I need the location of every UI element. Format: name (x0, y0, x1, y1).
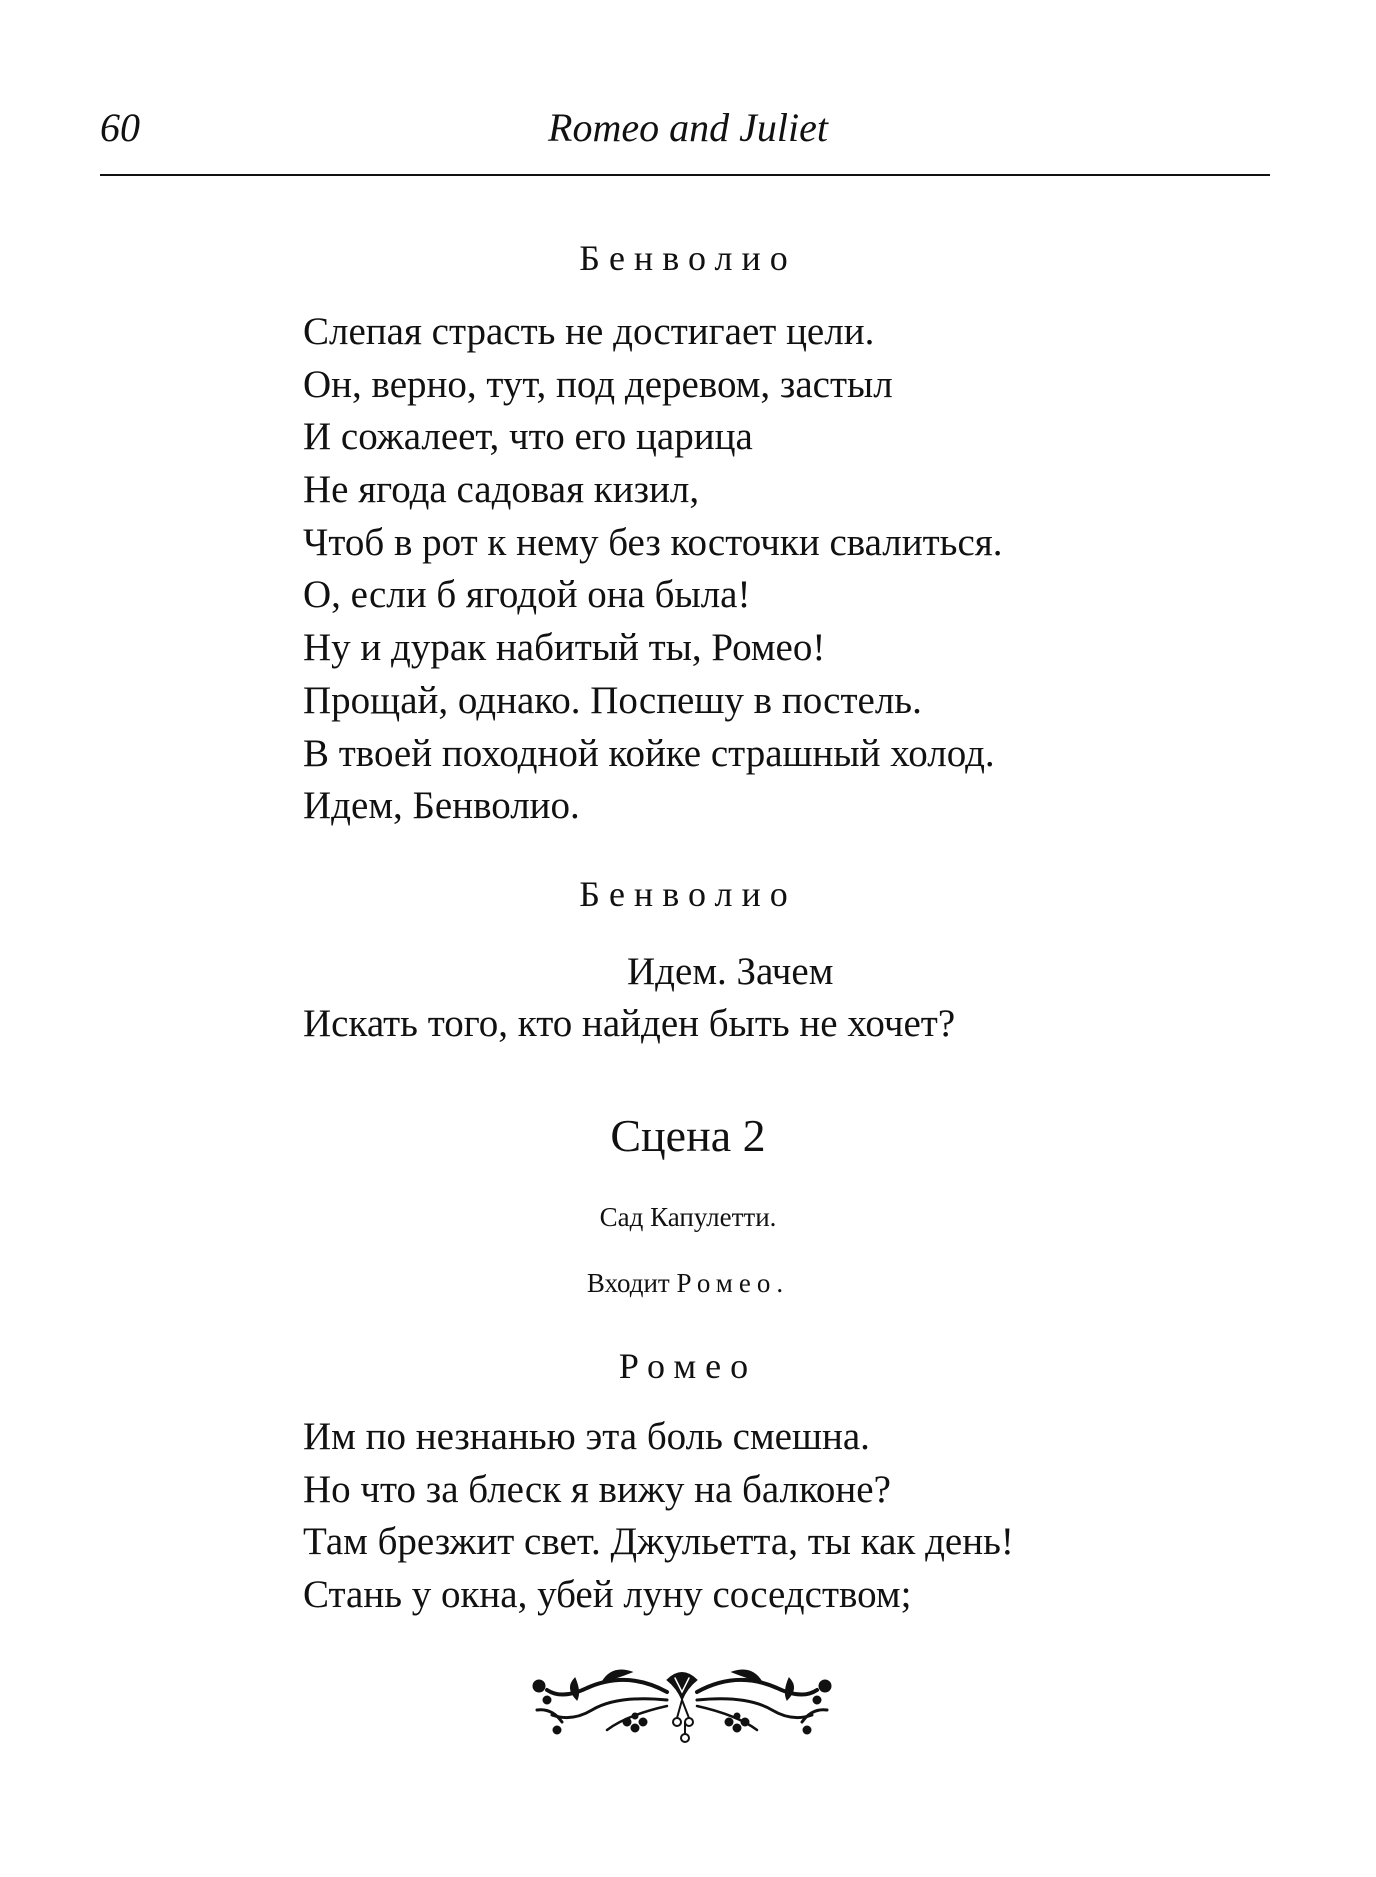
verse-line: Идем, Бенволио. (303, 784, 580, 828)
verse-line: Ну и дурак набитый ты, Ромео! (303, 626, 826, 670)
stage-direction-setting: Сад Капулетти. (599, 1202, 777, 1232)
verse-block-1 (303, 306, 1002, 833)
header-rule (100, 174, 1270, 176)
verse-line: Прощай, однако. Поспешу в постель. (303, 678, 922, 722)
verse-line: Не ягода садовая кизил, (303, 468, 700, 512)
speaker-name: Бенволио (579, 238, 797, 278)
verse-line-indented: Идем. Зачем (627, 950, 834, 993)
running-title: Romeo and Juliet (548, 105, 828, 150)
verse-line: Но что за блеск я вижу на балконе? (303, 1467, 891, 1511)
verse-line: И сожалеет, что его царица (303, 415, 753, 459)
verse-line: Он, верно, тут, под деревом, застыл (303, 362, 893, 406)
stage-direction-entrance (0, 1265, 1376, 1301)
verse-line: Чтоб в рот к нему без косточки свалиться. (303, 520, 1003, 564)
verse-line: Им по незнанью эта боль смешна. (303, 1415, 870, 1458)
scene-title: Сцена 2 (610, 1110, 766, 1161)
entrance-verb: Входит (586, 1268, 670, 1298)
verse-line: Стань у окна, убей луну соседством; (303, 1573, 912, 1617)
verse-line: В твоей походной койке страшный холод. (303, 731, 995, 775)
entrance-character: Ромео. (676, 1268, 790, 1298)
speaker-name: Бенволио (579, 874, 797, 914)
verse-line: Слепая страсть не достигает цели. (303, 310, 875, 353)
verse-block-3 (303, 1411, 1014, 1622)
speaker-name: Ромео (618, 1346, 758, 1386)
verse-line: Искать того, кто найден быть не хочет? (303, 1002, 956, 1045)
verse-line: Там брезжит свет. Джульетта, ты как день! (303, 1520, 1014, 1564)
verse-line: О, если б ягодой она была! (303, 573, 751, 617)
floral-ornament-icon (517, 1660, 847, 1750)
page-number: 60 (100, 105, 140, 150)
verse-block-2 (303, 998, 955, 1051)
